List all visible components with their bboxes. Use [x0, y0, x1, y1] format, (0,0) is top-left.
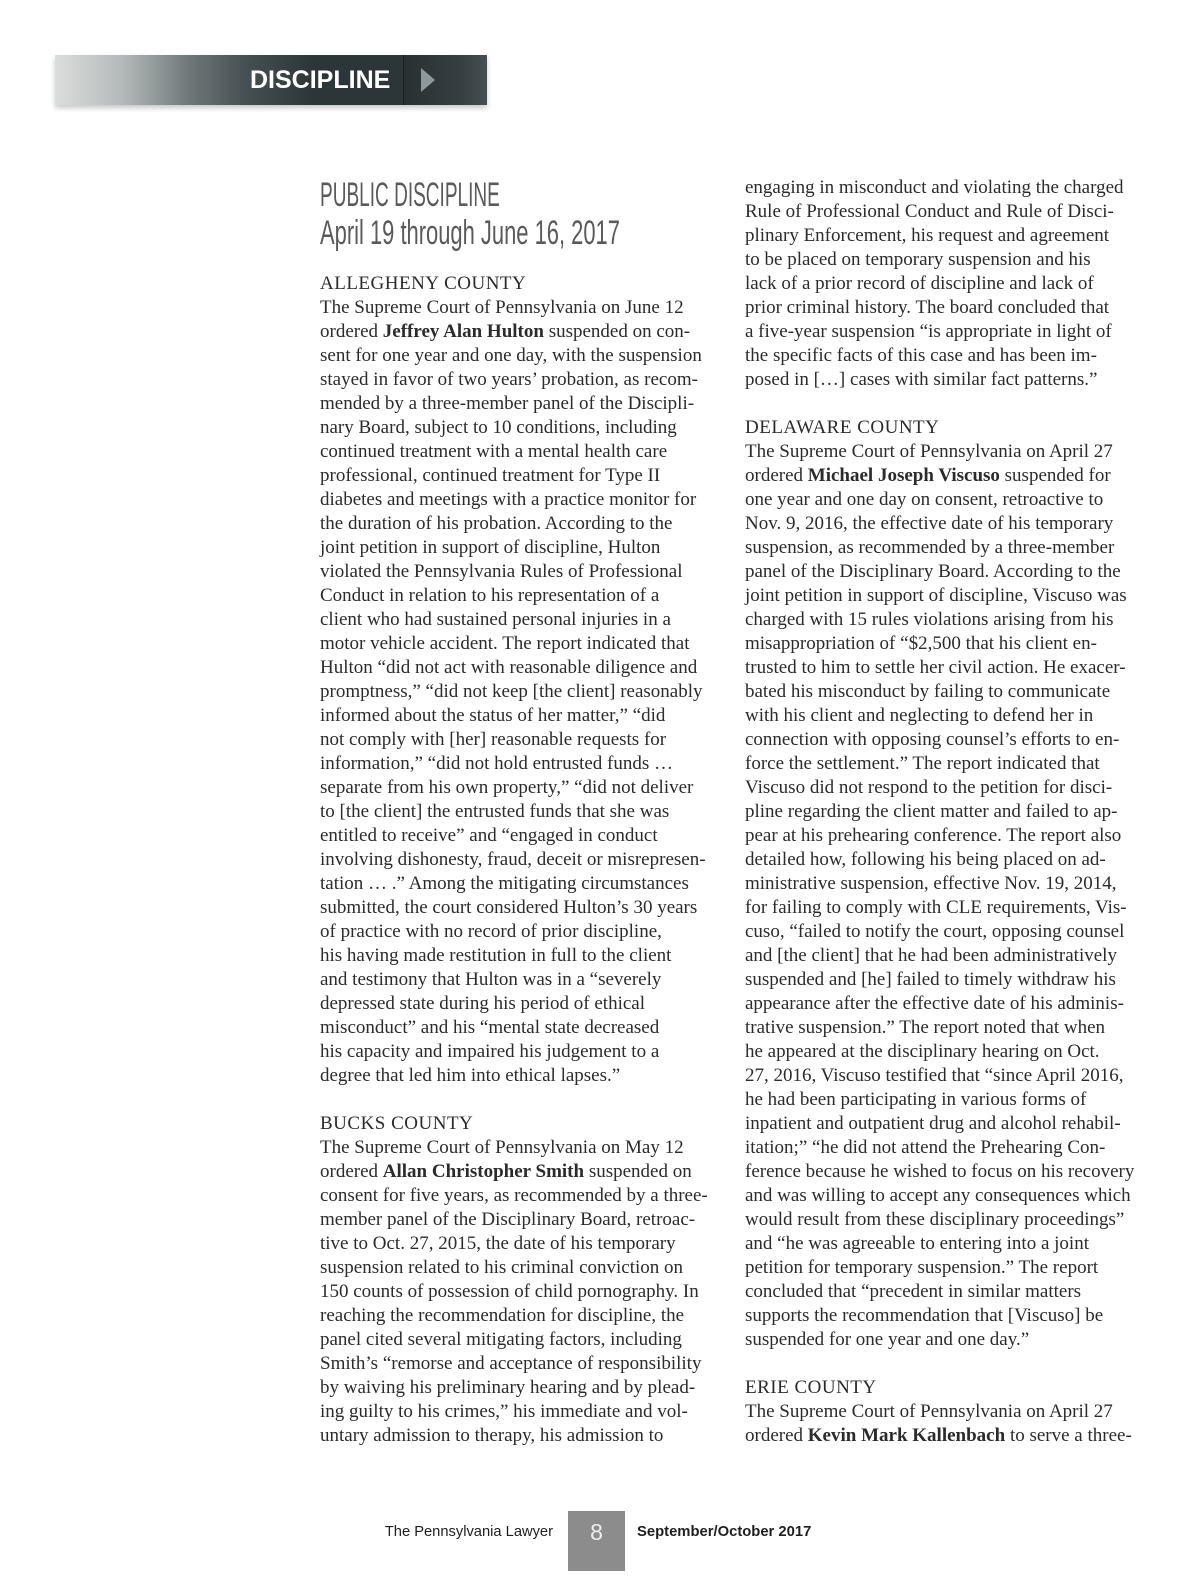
body-text-line: panel of the Disciplinary Board. According to the	[745, 561, 1121, 582]
body-text-line: tation … .” Among the mitigating circumstances	[320, 873, 689, 894]
text-segment: ordered	[320, 1161, 383, 1182]
body-text-line: consent for five years, as recommended by a three-	[320, 1185, 708, 1206]
body-text-line: charged with 15 rules violations arising from his	[745, 609, 1114, 630]
body-text-line: of practice with no record of prior discipline,	[320, 921, 662, 942]
body-text-line: Viscuso did not respond to the petition for disci-	[745, 777, 1113, 798]
county-section	[745, 1376, 1165, 1448]
body-text-line: to [the client] the entrusted funds that she was	[320, 801, 670, 822]
body-text-line: joint petition in support of discipline, Hulton	[320, 537, 661, 558]
body-text-line: lack of a prior record of discipline and lack of	[745, 273, 1094, 294]
text-segment: ordered	[320, 321, 383, 342]
respondent-name: Michael Joseph Viscuso	[807, 465, 1000, 486]
body-text-line: separate from his own property,” “did not deliver	[320, 777, 694, 798]
body-text-line: petition for temporary suspension.” The report	[745, 1257, 1099, 1278]
text-segment: suspended for	[999, 465, 1111, 486]
date-range: April 19 through June 16, 2017	[320, 214, 620, 252]
county-section	[745, 416, 1165, 1352]
body-text-line: joint petition in support of discipline, Viscuso was	[745, 585, 1127, 606]
title-heading: PUBLIC DISCIPLINE	[320, 176, 500, 214]
left-column	[320, 272, 720, 1448]
body-text-line: itation;” “he did not attend the Prehearing Con-	[745, 1137, 1106, 1158]
body-text-line: connection with opposing counsel’s efforts to en-	[745, 729, 1120, 750]
body-text-line: ministrative suspension, effective Nov. 19, 2014,	[745, 873, 1117, 894]
body-text-line: professional, continued treatment for Type II	[320, 465, 661, 486]
body-text-line: engaging in misconduct and violating the charged	[745, 177, 1124, 198]
body-text-line: Nov. 9, 2016, the effective date of his temporary	[745, 513, 1114, 534]
body-text-line: involving dishonesty, fraud, deceit or misrepresen-	[320, 849, 706, 870]
body-text-line: and was willing to accept any consequences which	[745, 1185, 1131, 1206]
body-text-line: ference because he wished to focus on his recovery	[745, 1161, 1135, 1182]
body-text-line: supports the recommendation that [Viscuso] be	[745, 1305, 1104, 1326]
body-text-line: he had been participating in various forms of	[745, 1089, 1087, 1110]
body-text-line: panel cited several mitigating factors, including	[320, 1329, 682, 1350]
body-text-line: degree that led him into ethical lapses.”	[320, 1065, 621, 1086]
text-segment: suspended on	[584, 1161, 692, 1182]
text-segment: suspended on con-	[543, 321, 691, 342]
body-text-line: with his client and neglecting to defend her in	[745, 705, 1094, 726]
body-text-line: Smith’s “remorse and acceptance of responsibility	[320, 1353, 702, 1374]
body-text-line: information,” “did not hold entrusted funds …	[320, 753, 674, 774]
body-text-line: submitted, the court considered Hulton’s 30 years	[320, 897, 698, 918]
body-text-line: misconduct” and his “mental state decreased	[320, 1017, 660, 1038]
body-text-line: by waiving his preliminary hearing and by plead-	[320, 1377, 696, 1398]
body-text-line: The Supreme Court of Pennsylvania on April 27	[745, 1401, 1113, 1422]
body-text-line: trusted to him to settle her civil action. He exacer-	[745, 657, 1126, 678]
body-text-line: depressed state during his period of ethical	[320, 993, 646, 1014]
section-banner	[55, 55, 487, 105]
body-text-line: his having made restitution in full to the client	[320, 945, 672, 966]
body-text-line: sent for one year and one day, with the suspension	[320, 345, 702, 366]
body-text-line: suspended and [he] failed to timely withdraw his	[745, 969, 1116, 990]
body-text-line: posed in […] cases with similar fact patterns.”	[745, 369, 1098, 390]
body-text-line: 150 counts of possession of child pornography. In	[320, 1281, 699, 1302]
text-segment: to serve a three-	[1005, 1425, 1132, 1446]
body-text-line: appearance after the effective date of his adminis-	[745, 993, 1124, 1014]
text-segment: ordered	[745, 1425, 808, 1446]
body-text-line: nary Board, subject to 10 conditions, including	[320, 417, 677, 438]
body-text-line: pline regarding the client matter and failed to ap-	[745, 801, 1118, 822]
body-text-line: member panel of the Disciplinary Board, retroac-	[320, 1209, 696, 1230]
body-text-line: The Supreme Court of Pennsylvania on June 12	[320, 297, 684, 318]
body-text-line: ing guilty to his crimes,” his immediate and vol-	[320, 1401, 688, 1422]
body-text-line: and testimony that Hulton was in a “severely	[320, 969, 662, 990]
body-text-line: one year and one day on consent, retroactive to	[745, 489, 1104, 510]
body-text-line: The Supreme Court of Pennsylvania on April 27	[745, 441, 1113, 462]
issue-date: September/October 2017	[637, 1524, 812, 1540]
body-text-line: entitled to receive” and “engaged in conduct	[320, 825, 658, 846]
body-text-line: stayed in favor of two years’ probation, as recom-	[320, 369, 698, 390]
body-text-line: the specific facts of this case and has been im-	[745, 345, 1097, 366]
banner-tab	[403, 55, 487, 105]
body-text-line: trative suspension.” The report noted that when	[745, 1017, 1106, 1038]
county-section	[745, 176, 1165, 392]
body-text-line: and “he was agreeable to entering into a joint	[745, 1233, 1089, 1254]
body-text-line: not comply with [her] reasonable requests for	[320, 729, 667, 750]
body-text-line: informed about the status of her matter,” “did	[320, 705, 666, 726]
body-text-line: inpatient and outpatient drug and alcohol rehabil-	[745, 1113, 1121, 1134]
body-text-line	[745, 1424, 1165, 1448]
county-heading: ALLEGHENY COUNTY	[320, 273, 527, 294]
body-text-line: force the settlement.” The report indicated that	[745, 753, 1100, 774]
page-number: 8	[568, 1511, 625, 1571]
body-text-line: would result from these disciplinary proceedings”	[745, 1209, 1125, 1230]
body-text-line	[320, 320, 720, 344]
body-text-line: plinary Enforcement, his request and agreement	[745, 225, 1110, 246]
body-text-line: diabetes and meetings with a practice monitor for	[320, 489, 697, 510]
body-text-line: he appeared at the disciplinary hearing on Oct.	[745, 1041, 1100, 1062]
publication-name: The Pennsylvania Lawyer	[384, 1524, 553, 1540]
body-text-line: Conduct in relation to his representation of a	[320, 585, 660, 606]
triangle-right-icon	[421, 68, 435, 92]
body-text-line: reaching the recommendation for discipline, the	[320, 1305, 685, 1326]
body-text-line	[745, 464, 1165, 488]
body-text-line: and [the client] that he had been administratively	[745, 945, 1117, 966]
respondent-name: Allan Christopher Smith	[382, 1161, 585, 1182]
body-text-line: The Supreme Court of Pennsylvania on May 12	[320, 1137, 684, 1158]
body-text-line: for failing to comply with CLE requirements, Vis-	[745, 897, 1127, 918]
body-text-line: promptness,” “did not keep [the client] reasonably	[320, 681, 703, 702]
respondent-name: Kevin Mark Kallenbach	[807, 1425, 1006, 1446]
body-text-line: cuso, “failed to notify the court, opposing counsel	[745, 921, 1125, 942]
body-text-line: to be placed on temporary suspension and his	[745, 249, 1091, 270]
body-text-line: pear at his prehearing conference. The report also	[745, 825, 1122, 846]
body-text-line: Hulton “did not act with reasonable diligence and	[320, 657, 698, 678]
body-text-line: 27, 2016, Viscuso testified that “since April 2016,	[745, 1065, 1124, 1086]
body-text-line: motor vehicle accident. The report indicated that	[320, 633, 690, 654]
body-text-line: client who had sustained personal injuries in a	[320, 609, 671, 630]
section-label: DISCIPLINE	[250, 66, 391, 94]
body-text-line: concluded that “precedent in similar matters	[745, 1281, 1082, 1302]
body-text-line: the duration of his probation. According to the	[320, 513, 673, 534]
text-segment: ordered	[745, 465, 808, 486]
body-text-line: suspension, as recommended by a three-member	[745, 537, 1115, 558]
body-text-line: violated the Pennsylvania Rules of Professional	[320, 561, 683, 582]
body-text-line	[320, 1160, 720, 1184]
body-text-line: detailed how, following his being placed on ad-	[745, 849, 1106, 870]
respondent-name: Jeffrey Alan Hulton	[382, 321, 544, 342]
body-text-line: misappropriation of “$2,500 that his client en-	[745, 633, 1097, 654]
body-text-line: bated his misconduct by failing to communicate	[745, 681, 1111, 702]
county-heading: ERIE COUNTY	[745, 1377, 877, 1398]
body-text-line: suspension related to his criminal conviction on	[320, 1257, 684, 1278]
body-text-line: prior criminal history. The board concluded that	[745, 297, 1110, 318]
right-column	[745, 176, 1165, 1448]
body-text-line: a five-year suspension “is appropriate in light of	[745, 321, 1112, 342]
county-heading: BUCKS COUNTY	[320, 1113, 474, 1134]
article-title	[320, 176, 740, 252]
county-section	[320, 1112, 720, 1448]
county-heading: DELAWARE COUNTY	[745, 417, 940, 438]
body-text-line: suspended for one year and one day.”	[745, 1329, 1030, 1350]
body-text-line: continued treatment with a mental health care	[320, 441, 668, 462]
county-section	[320, 272, 720, 1088]
body-text-line: untary admission to therapy, his admission to	[320, 1425, 664, 1446]
body-text-line: his capacity and impaired his judgement to a	[320, 1041, 660, 1062]
body-text-line: Rule of Professional Conduct and Rule of Disci-	[745, 201, 1114, 222]
body-text-line: tive to Oct. 27, 2015, the date of his temporary	[320, 1233, 676, 1254]
body-text-line: mended by a three-member panel of the Discipli-	[320, 393, 695, 414]
